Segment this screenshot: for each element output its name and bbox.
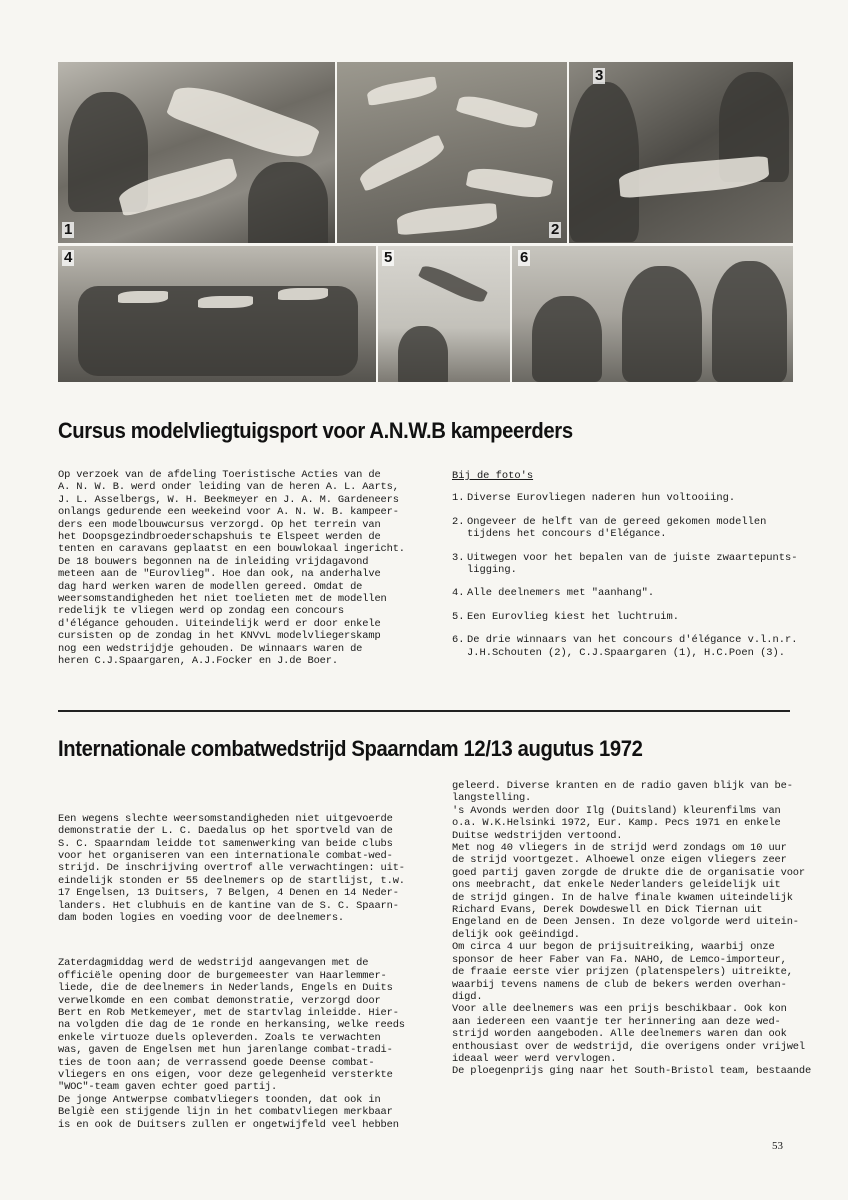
photo-number: 3 <box>595 67 604 84</box>
photo-6-figure <box>532 296 602 382</box>
photo-6-figure <box>622 266 702 382</box>
page-number: 53 <box>772 1140 783 1152</box>
photo-2-plane <box>456 92 538 132</box>
paragraph: Een wegens slechte weersomstandigheden niet uitgevoerde demonstratie der L. C. Daedalus op het sportveld van de S. C. Spaarndam leidde tot samenwerking van beide clubs voor het organiseren van een internationale combat-wed- strijd. De inschrijving overtrof alle verwachtingen: uit- eindelijk stonden er 55 deelnemers op de startlijst, t.w. 17 Engelsen, 13 Duitsers, 7 Belgen, 4 Denen en 14 Neder- landers. Het clubhuis en de kantine van de S. C. Spaarn- dam boden logies en voeding voor de deelnemers. <box>58 812 405 925</box>
photo-4-plane <box>198 296 253 308</box>
photo-2-plane <box>396 203 498 236</box>
caption-item: 6. De drie winnaars van het concours d'élégance v.l.n.r. J.H.Schouten (2), C.J.Spaargaren (1), H.C.Poen (3). <box>452 634 798 659</box>
photo-1-figure <box>248 162 328 243</box>
photo-4 <box>58 246 376 382</box>
caption-item: 3. Uitwegen voor het bepalen van de juiste zwaartepunts- ligging. <box>452 551 798 577</box>
article-title: Internationale combatwedstrijd Spaarndam 12/13 augutus 1972 <box>58 736 643 761</box>
photo-4-plane <box>118 291 168 303</box>
photo-5-plane <box>418 262 488 306</box>
photo-5-figure <box>398 326 448 382</box>
photo-3-figure <box>569 82 639 242</box>
photo-number: 6 <box>520 249 529 266</box>
photo-3-plane <box>618 156 770 199</box>
paragraph: Zaterdagmiddag werd de wedstrijd aangevangen met de officiële opening door de burgemeester van Haarlemmer- liede, die de deelnemers in Nederlands, Engels en Duits verwelkomde en een combat demonstratie, verzorgd door Bert en Rob Metkemeyer, met de startvlag inleidde. Hier- na volgden die dag de 1e ronde en herkansing, welke reeds enkele virtuoze duels opleverden. Zoals te verwachten was, gaven de Engelsen met hun jarenlange combat-tradi- ties de toon aan; de verrassend goede Deense combat- vliegers en ons eigen, voor deze gelegenheid versterkte "WOC"-team gaven echter goed partij. De jonge Antwerpse combatvliegers toonden, dat ook in Belgiè een stijgende lijn in het combatvliegen merkbaar is en ook de Duitsers zullen er ongetwijfeld veel hebben <box>58 957 405 1131</box>
photo-5 <box>378 246 510 382</box>
caption-item: 2. Ongeveer de helft van de gereed gekomen modellen tijdens het concours d'Elégance. <box>452 515 767 541</box>
photo-4-plane <box>278 288 328 300</box>
photo-2-plane <box>366 76 438 106</box>
photo-captions <box>452 470 824 670</box>
article-body-col2: geleerd. Diverse kranten en de radio gaven blijk van be- langstelling. 's Avonds werden door Ilg (Duitsland) kleurenfilms van o.a. W.K.Helsinki 1972, Eur. Kamp. Pecs 1971 en enkele Duitse wedstrijden vertoond. Met nog 40 vliegers in de strijd werd zondags om 10 uur de strijd voortgezet. Alhoewel onze eigen vliegers zeer goed partij gaven zorgde de drukte die de organisatie voor ons meebracht, dat enkele Nederlanders geleidelijk uit de strijd gingen. In de halve finale kwamen uiteindelijk Richard Evans, Derek Dowdeswell en Dick Tiernan uit Engeland en de Deen Jensen. In deze volgorde werd uitein- delijk ook geëindigd. Om circa 4 uur begon de prijsuitreiking, waarbij onze sponsor de heer Faber van Fa. NAHO, de Lemco-importeur, de fraaie eerste vier prijzen (platenspelers) uitreikte, waarbij tevens namens de club de bekers werden overhan- digd. Voor alle deelnemers was een prijs beschikbaar. Ook kon aan iedereen een vaantje ter herinnering aan deze wed- strijd worden aangeboden. Alle deelnemers waren dan ook enthousiast over de wedstrijd, die overigens onder vrijwel ideaal weer werd vervlogen. De ploegenprijs ging naar het South-Bristol team, bestaande <box>452 780 812 1078</box>
photo-1-plane <box>166 78 321 167</box>
article-body-col1 <box>58 788 438 1151</box>
photo-number: 1 <box>64 221 73 238</box>
photo-3 <box>569 62 793 243</box>
photo-number: 2 <box>551 221 560 238</box>
caption-item: 1. Diverse Eurovliegen naderen hun voltooiing. <box>452 492 736 505</box>
photo-6-figure <box>712 261 787 382</box>
caption-item: 5. Een Eurovlieg kiest het luchtruim. <box>452 610 680 623</box>
photo-2-plane <box>357 134 448 192</box>
photo-2 <box>337 62 567 243</box>
article-title: Cursus modelvliegtuigsport voor A.N.W.B kampeerders <box>58 418 573 443</box>
photo-number: 5 <box>384 249 393 266</box>
photo-2-plane <box>466 165 554 201</box>
photo-6 <box>512 246 793 382</box>
photo-number: 4 <box>64 249 73 266</box>
article-body: Op verzoek van de afdeling Toeristische Acties van de A. N. W. B. werd onder leiding van de heren A. L. Aarts, J. L. Asselbergs, W. H. Beekmeyer en J. A. M. Gardeneers onlangs gedurende een weekeind voor A. N. W. B. kampeer- ders een modelbouwcursus verzorgd. Op het terrein van het Doopsgezindbroederschapshuis te Elspeet werden de tenten en caravans geplaatst en een bouwlokaal ingericht. De 18 bouwers begonnen na de inleiding vrijdagavond meteen aan de "Eurovlieg". Hoe dan ook, na anderhalve dag hard werken waren de modellen gereed. Omdat de weersomstandigheden het niet toelieten met de modellen redelijk te vliegen werd op zondag een concours d'élégance gehouden. Uiteindelijk werd er door enkele cursisten op de zondag in het KNVvL modelvliegerskamp nog een wedstrijdje gehouden. De winnaars waren de heren C.J.Spaargaren, A.J.Focker en J.de Boer. <box>58 469 405 668</box>
captions-heading: Bij de foto's <box>452 470 534 482</box>
caption-item: 4. Alle deelnemers met "aanhang". <box>452 587 655 600</box>
section-divider <box>58 710 790 712</box>
photo-1 <box>58 62 335 243</box>
